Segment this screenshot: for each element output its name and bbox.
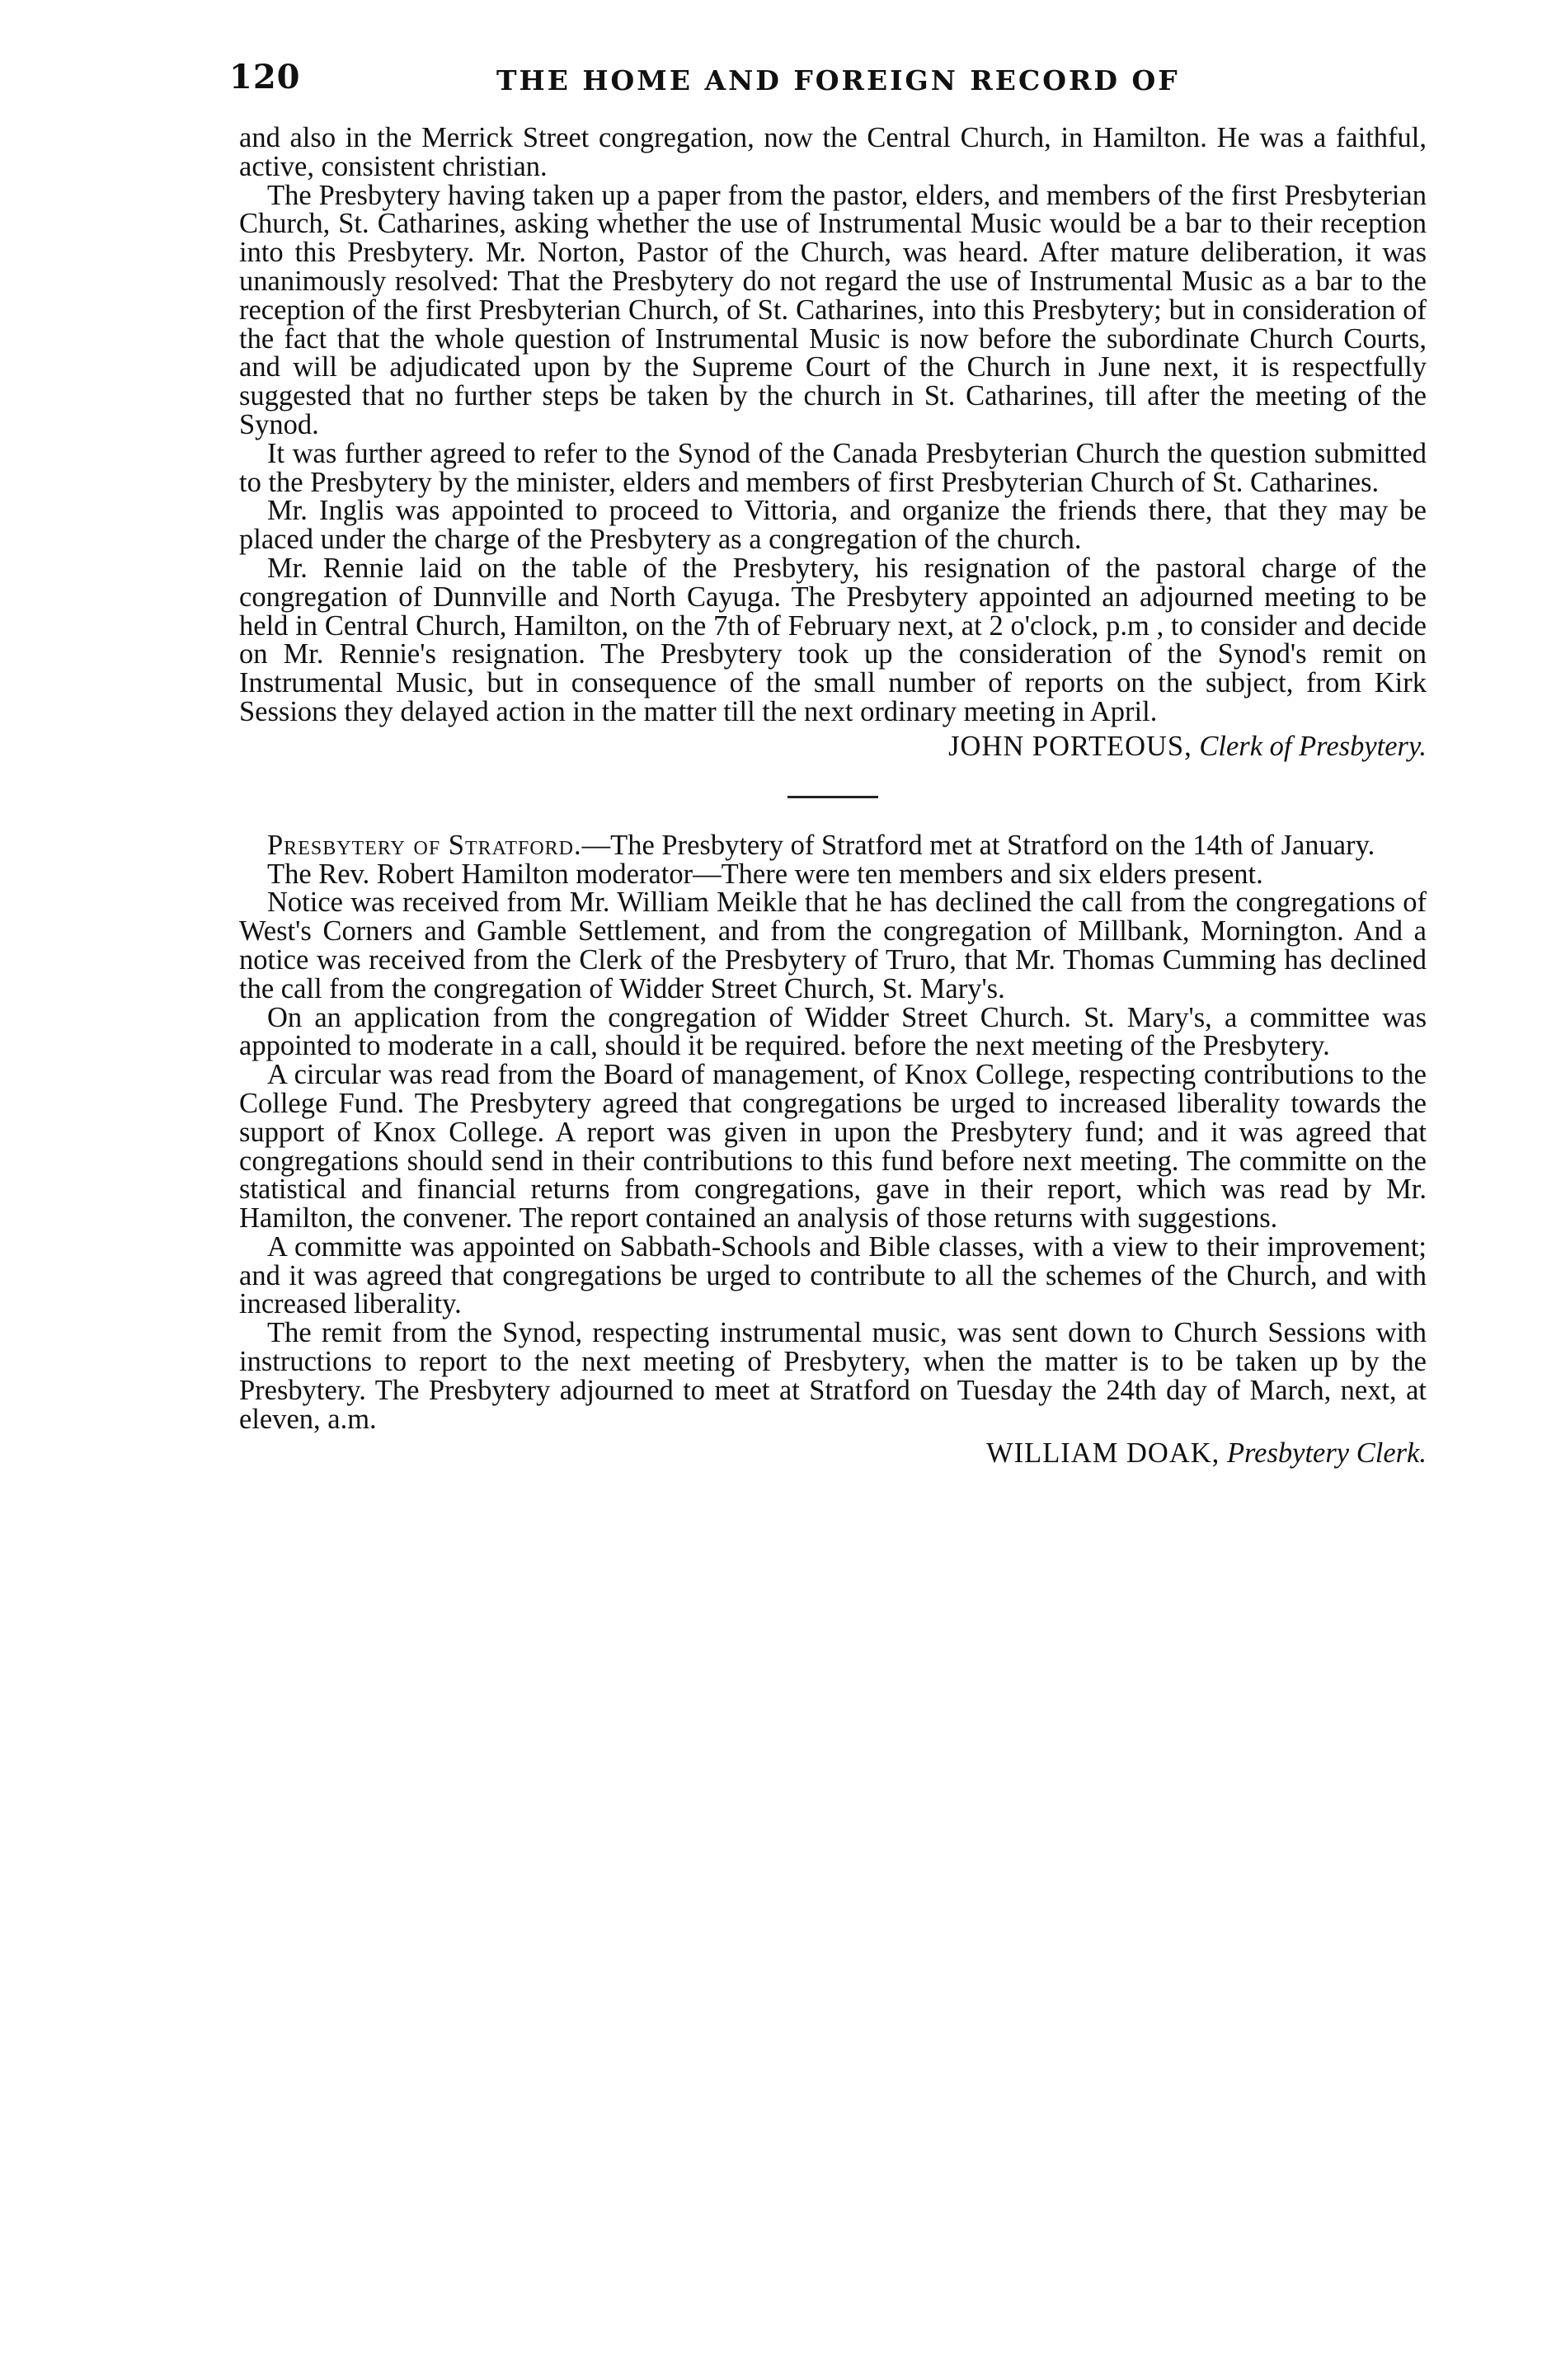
paragraph: A committe was appointed on Sabbath-Schools and Bible classes, with a view to their improvement; and it was agreed that congregations be urged to contribute to all the schemes of the Church, and with increased liberality. [239,1230,1427,1320]
paragraph: Mr. Inglis was appointed to proceed to Vittoria, and organize the friends there, that they may be placed under the charge of the Presbytery as a congregation of the church. [239,495,1427,556]
section-heading: Presbytery of Stratford. [267,829,582,861]
page-number: 120 [229,58,301,96]
paragraph-lead-text: —The Presbytery of Stratford met at Stratford on the 14th of January. [581,829,1375,861]
paragraph: and also in the Merrick Street congregation, now the Central Church, in Hamilton. He was a faithful, active, consistent christian. [239,122,1427,182]
paragraph: Notice was received from Mr. William Meikle that he has declined the call from the congregations of West's Corners and Gamble Settlement, and from the congregation of Millbank, Mornington. And a notice was received from the Clerk of the Presbytery of Truro, that Mr. Thomas Cumming has declined the call from the congregation of Widder Street Church, St. Mary's. [239,887,1427,1004]
signature-name: WILLIAM DOAK, [986,1437,1220,1470]
section-stratford-presbytery [239,831,1427,1469]
signature-role: Presbytery Clerk. [1226,1437,1427,1470]
signature [239,1438,1427,1468]
section-hamilton-presbytery [239,124,1427,761]
running-title: THE HOME AND FOREIGN RECORD OF [496,64,1180,96]
signature [239,731,1427,761]
signature-role: Clerk of Presbytery. [1199,730,1427,762]
paragraph: The Rev. Robert Hamilton moderator—There were ten members and six elders present. [267,858,1263,890]
page [229,58,1427,1470]
paragraph: The remit from the Synod, respecting instrumental music, was sent down to Church Sessions with instructions to report to the next meeting of Presbytery, when the matter is to be taken up by the Presbytery. The Presbytery adjourned to meet at Stratford on Tuesday the 24th day of March, next, at eleven, a.m. [239,1317,1427,1435]
paragraph: Mr. Rennie laid on the table of the Presbytery, his resignation of the pastoral charge of the congregation of Dunnville and North Cayuga. The Presbytery appointed an adjourned meeting to be held in Central Church, Hamilton, on the 7th of February next, at 2 o'clock, p.m , to consider and decide on Mr. Rennie's resignation. The Presbytery took up the consideration of the Synod's remit on Instrumental Music, but in consequence of the small number of reports on the subject, from Kirk Sessions they delayed action in the matter till the next ordinary meeting in April. [239,552,1427,727]
paragraph [239,831,1427,860]
paragraph: A circular was read from the Board of management, of Knox College, respecting contributions to the College Fund. The Presbytery agreed that congregations be urged to increased liberality towards the support of Knox College. A report was given in upon the Presbytery fund; and it was agreed that congregations should send in their contributions to this fund before next meeting. The committe on the statistical and financial returns from congregations, gave in their report, which was read by Mr. Hamilton, the convener. The report contained an analysis of those returns with suggestions. [239,1059,1427,1235]
page-header [229,58,1427,124]
section-divider [787,796,878,798]
paragraph: The Presbytery having taken up a paper from the pastor, elders, and members of the first Presbyterian Church, St. Catharines, asking whether the use of Instrumental Music would be a bar to their reception into this Presbytery. Mr. Norton, Pastor of the Church, was heard. After mature deliberation, it was unanimously resolved: That the Presbytery do not regard the use of Instrumental Music as a bar to the reception of the first Presbyterian Church, of St. Catharines, into this Presbytery; but in consideration of the fact that the whole question of Instrumental Music is now before the subordinate Church Courts, and will be adjudicated upon by the Supreme Court of the Church in June next, it is respectfully suggested that no further steps be taken by the church in St. Catharines, till after the meeting of the Synod. [239,179,1427,440]
paragraph: On an application from the congregation of Widder Street Church. St. Mary's, a committee was appointed to moderate in a call, should it be required. before the next meeting of the Presbytery. [239,1001,1427,1062]
paragraph: It was further agreed to refer to the Synod of the Canada Presbyterian Church the question submitted to the Presbytery by the minister, elders and members of first Presbyterian Church of St. Catharines. [239,437,1427,498]
signature-name: JOHN PORTEOUS, [948,730,1192,762]
